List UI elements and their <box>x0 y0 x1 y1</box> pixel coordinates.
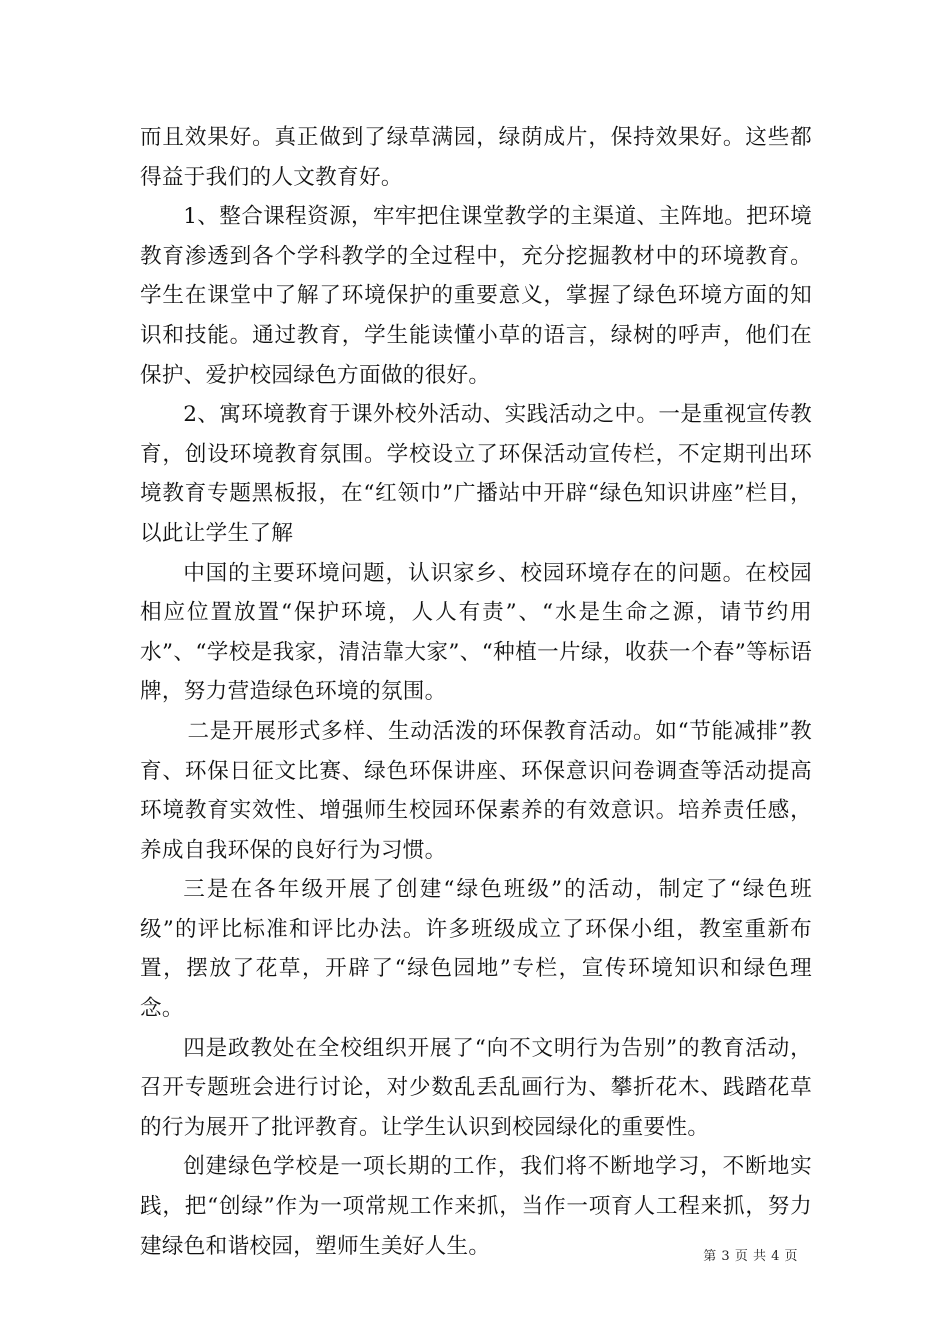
page-number: 第 3 页 共 4 页 <box>703 1249 798 1264</box>
document-body <box>140 118 812 1266</box>
paragraph-civility: 四是政教处在全校组织开展了“向不文明行为告别”的教育活动，召开专题班会进行讨论，对少数乱丢乱画行为、攀折花木、践踏花草的行为展开了批评教育。让学生认识到校园绿化的重要性。 <box>140 1035 812 1140</box>
paragraph-item-2: 2、寓环境教育于课外校外活动、实践活动之中。一是重视宣传教育，创设环境教育氛围。学校设立了环保活动宣传栏，不定期刊出环境教育专题黑板报，在“红领巾”广播站中开辟“绿色知识讲座”栏目，以此让学生了解 <box>140 402 812 546</box>
paragraph-continuation: 而且效果好。真正做到了绿草满园，绿荫成片，保持效果好。这些都得益于我们的人文教育好。 <box>140 125 812 190</box>
paragraph-green-class: 三是在各年级开展了创建“绿色班级”的活动，制定了“绿色班级”的评比标准和评比办法。许多班级成立了环保小组，教室重新布置，摆放了花草，开辟了“绿色园地”专栏，宣传环境知识和绿色理念。 <box>140 877 812 1022</box>
paragraph-activities: 二是开展形式多样、生动活泼的环保教育活动。如“节能减排”教育、环保日征文比赛、绿色环保讲座、环保意识问卷调查等活动提高环境教育实效性、增强师生校园环保素养的有效意识。培养责任感，养成自我环保的良好行为习惯。 <box>140 718 812 863</box>
paragraph-item-1: 1、整合课程资源，牢牢把住课堂教学的主渠道、主阵地。把环境教育渗透到各个学科教学的全过程中，充分挖掘教材中的环境教育。学生在课堂中了解了环境保护的重要意义，掌握了绿色环境方面的知识和技能。通过教育，学生能读懂小草的语言，绿树的呼声，他们在保护、爱护校园绿色方面做的很好。 <box>140 204 812 388</box>
paragraph-environment-issues: 中国的主要环境问题，认识家乡、校园环境存在的问题。在校园相应位置放置“保护环境，人人有责”、“水是生命之源，请节约用水”、“学校是我家，清洁靠大家”、“种植一片绿，收获一个春”等标语牌，努力营造绿色环境的氛围。 <box>140 560 812 705</box>
paragraph-conclusion: 创建绿色学校是一项长期的工作，我们将不断地学习，不断地实践，把“创绿”作为一项常规工作来抓，当作一项育人工程来抓，努力建绿色和谐校园，塑师生美好人生。 <box>140 1154 812 1259</box>
